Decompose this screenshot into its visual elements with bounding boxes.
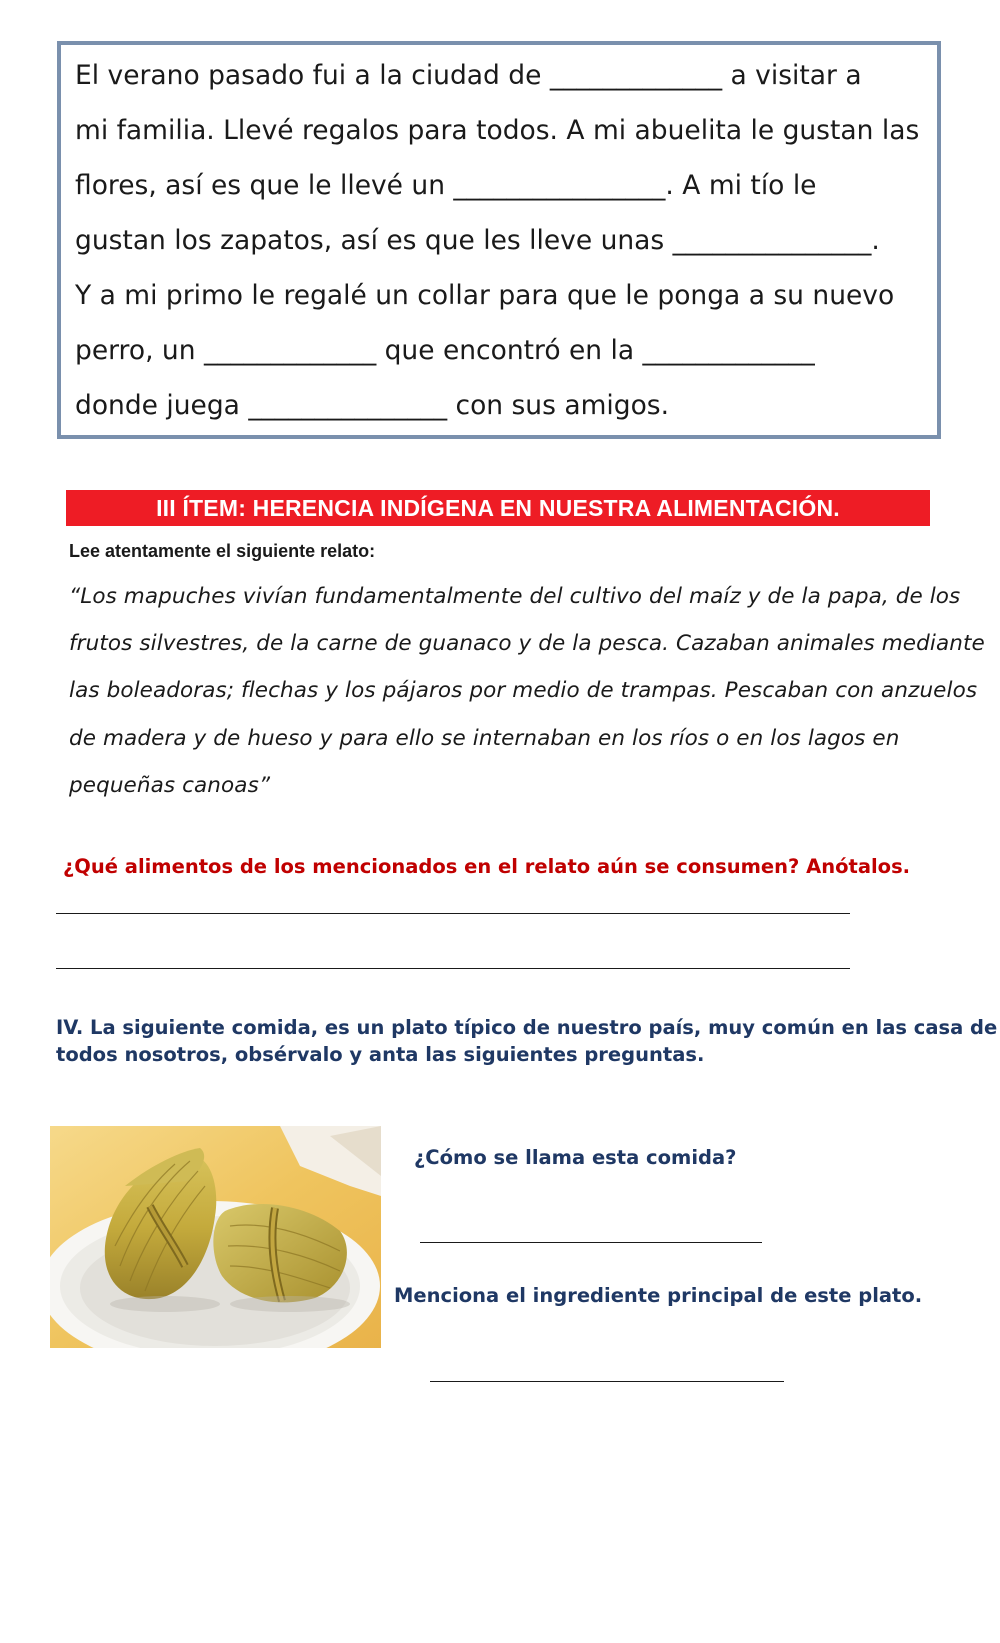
food-name-answer-line[interactable] (420, 1242, 762, 1243)
relato-line-3: las boleadoras; flechas y los pájaros por medio de trampas. Pescaban con anzuelos (69, 678, 978, 703)
section-3-header (66, 490, 930, 526)
section-3-title: III ÍTEM: HERENCIA INDÍGENA EN NUESTRA ALIMENTACIÓN. (156, 495, 840, 521)
story-line-5: Y a mi primo le regalé un collar para que le ponga a su nuevo (75, 280, 895, 311)
relato-line-1: “Los mapuches vivían fundamentalmente del cultivo del maíz y de la papa, de los (69, 584, 961, 609)
foods-question: ¿Qué alimentos de los mencionados en el relato aún se consumen? Anótalos. (63, 855, 911, 878)
ingredient-question: Menciona el ingrediente principal de este plato. (394, 1284, 923, 1307)
section-4-intro-line-2: todos nosotros, obsérvalo y anta las siguientes preguntas. (56, 1043, 705, 1066)
humitas-photo (50, 1126, 381, 1348)
ingredient-answer-line[interactable] (430, 1381, 784, 1382)
humitas-illustration (50, 1126, 381, 1348)
reading-instruction: Lee atentamente el siguiente relato: (69, 541, 376, 561)
relato-line-5: pequeñas canoas” (69, 773, 271, 798)
story-box (57, 41, 941, 439)
answer-line-1[interactable] (56, 913, 850, 914)
story-line-2: mi familia. Llevé regalos para todos. A mi abuelita le gustan las (75, 115, 920, 146)
relato-line-4: de madera y de hueso y para ello se internaban en los ríos o en los lagos en (69, 726, 900, 751)
section-4-intro-line-1: IV. La siguiente comida, es un plato típico de nuestro país, muy común en las casa de (56, 1016, 998, 1039)
story-line-7: donde juega _______________ con sus amigos. (75, 390, 670, 421)
story-line-3: flores, así es que le llevé un ________________. A mi tío le (75, 170, 817, 201)
answer-line-2[interactable] (56, 968, 850, 969)
story-line-4: gustan los zapatos, así es que les lleve unas _______________. (75, 225, 880, 256)
story-line-6: perro, un _____________ que encontró en la _____________ (75, 335, 815, 366)
food-name-question: ¿Cómo se llama esta comida? (414, 1146, 737, 1169)
story-line-1: El verano pasado fui a la ciudad de _____________ a visitar a (75, 60, 862, 91)
relato-line-2: frutos silvestres, de la carne de guanaco y de la pesca. Cazaban animales mediante (69, 631, 985, 656)
